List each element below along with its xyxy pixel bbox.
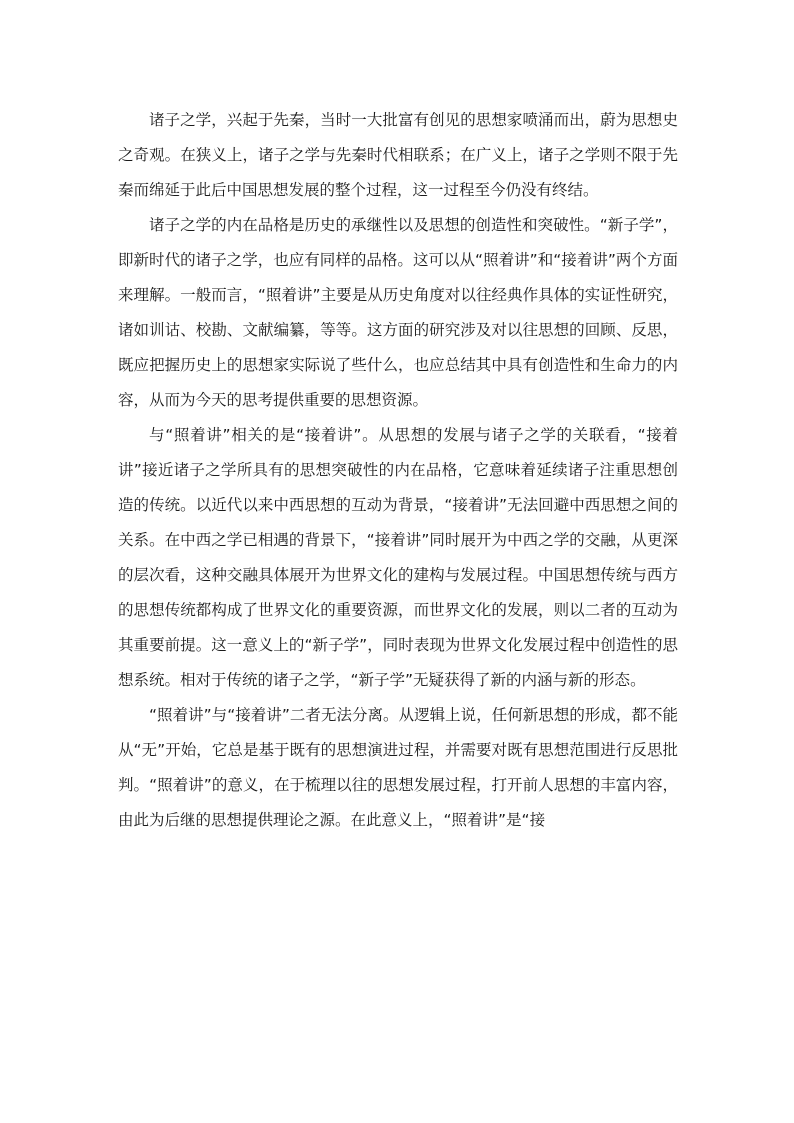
paragraph-3: 与“照着讲”相关的是“接着讲”。从思想的发展与诸子之学的关联看，“接着讲”接近诸子之学所具有的思想突破性的内在品格，它意味着延续诸子注重思想创造的传统。以近代以来中西思想的互动为背景，“接着讲”无法回避中西思想之间的关系。在中西之学已相遇的背景下，“接着讲”同时展开为中西之学的交融，从更深的层次看，这种交融具体展开为世界文化的建构与发展过程。中国思想传统与西方的思想传统都构成了世界文化的重要资源，而世界文化的发展，则以二者的互动为其重要前提。这一意义上的“新子学”，同时表现为世界文化发展过程中创造性的思想系统。相对于传统的诸子之学，“新子学”无疑获得了新的内涵与新的形态。	[118, 426, 678, 689]
paragraph-2: 诸子之学的内在品格是历史的承继性以及思想的创造性和突破性。“新子学”，即新时代的诸子之学，也应有同样的品格。这可以从“照着讲”和“接着讲”两个方面来理解。一般而言，“照着讲”主要是从历史角度对以往经典作具体的实证性研究，诸如训诂、校勘、文献编纂，等等。这方面的研究涉及对以往思想的回顾、反思，既应把握历史上的思想家实际说了些什么，也应总结其中具有创造性和生命力的内容，从而为今天的思考提供重要的思想资源。	[118, 216, 678, 409]
paragraph-4: “照着讲”与“接着讲”二者无法分离。从逻辑上说，任何新思想的形成，都不能从“无”开始，它总是基于既有的思想演进过程，并需要对既有思想范围进行反思批判。“照着讲”的意义，在于梳理以往的思想发展过程，打开前人思想的丰富内容，由此为后继的思想提供理论之源。在此意义上，“照着讲”是“接	[118, 706, 678, 829]
paragraph-1: 诸子之学，兴起于先秦，当时一大批富有创见的思想家喷涌而出，蔚为思想史之奇观。在狭义上，诸子之学与先秦时代相联系；在广义上，诸子之学则不限于先秦而绵延于此后中国思想发展的整个过程，这一过程至今仍没有终结。	[118, 111, 678, 199]
article-body	[118, 103, 678, 838]
